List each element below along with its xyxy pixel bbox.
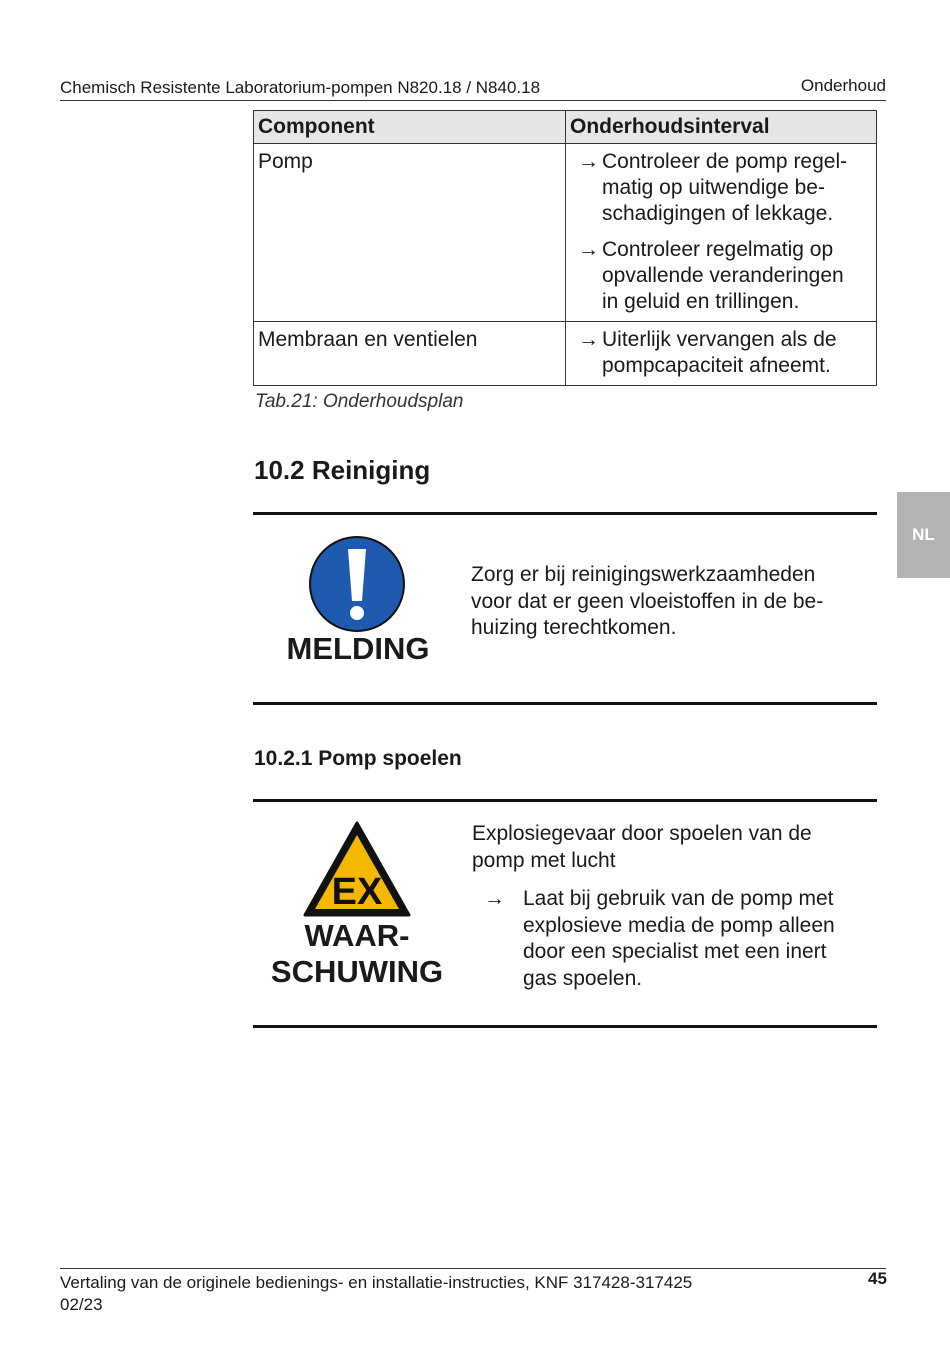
notice-line: voor dat er geen vloeistoffen in de be- <box>471 589 824 613</box>
notice-line: huizing terechtkomen. <box>471 616 677 639</box>
warning-step-line: Laat bij gebruik van de pomp met <box>523 887 834 910</box>
cell-component: Membraan en ventielen <box>254 322 566 386</box>
cell-component: Pomp <box>254 144 566 322</box>
table-row <box>254 144 877 322</box>
warning-step-line: gas spoelen. <box>523 966 643 990</box>
item-line: schadigingen of lekkage. <box>602 202 834 225</box>
warning-intro <box>472 821 812 874</box>
warning-top-rule <box>253 799 877 802</box>
item-line: Controleer de pomp regel- <box>602 150 848 173</box>
page-number: 45 <box>868 1269 887 1288</box>
footer-text <box>60 1272 692 1316</box>
notice-bottom-rule <box>253 702 877 705</box>
section-heading: 10.2 Reiniging <box>254 455 431 485</box>
item-line: Uiterlijk vervangen als de <box>602 328 837 351</box>
warning-step-line: door een specialist met een inert <box>523 940 827 963</box>
list-item <box>570 149 872 227</box>
table-row <box>254 322 877 386</box>
cell-interval <box>566 322 877 386</box>
header-section: Onderhoud <box>800 76 886 95</box>
footer-line: Vertaling van de originele bedienings- en installatie-instructies, KNF 317428-317425 <box>60 1273 693 1292</box>
notice-top-rule <box>253 512 877 515</box>
warning-intro-line: Explosiegevaar door spoelen van de <box>472 822 812 845</box>
item-line: matig op uitwendige be- <box>602 176 825 199</box>
table-caption: Tab.21: Onderhoudsplan <box>255 391 464 412</box>
notice-line: Zorg er bij reinigingswerkzaamheden <box>471 563 816 586</box>
cell-interval <box>566 144 877 322</box>
notice-text <box>471 562 823 642</box>
column-header-interval: Onderhoudsinterval <box>566 111 877 144</box>
warning-label-line: SCHUWING <box>270 954 444 989</box>
item-line: in geluid en trillingen. <box>602 290 800 313</box>
subsection-heading: 10.2.1 Pomp spoelen <box>254 747 462 770</box>
language-tab-label: NL <box>912 525 935 544</box>
warning-intro-line: pomp met lucht <box>472 848 616 872</box>
footer-divider <box>60 1268 886 1269</box>
arrow-icon: → <box>484 887 505 910</box>
list-item <box>570 327 872 379</box>
header-divider <box>60 100 886 101</box>
arrow-icon: → <box>578 150 599 173</box>
explosion-warning-icon <box>302 820 412 923</box>
warning-bottom-rule <box>253 1025 877 1028</box>
warning-label-line: WAAR- <box>304 918 410 953</box>
list-item <box>570 237 872 315</box>
arrow-icon: → <box>578 238 599 261</box>
warning-step <box>484 886 835 992</box>
warning-step-line: explosieve media de pomp alleen <box>523 913 835 937</box>
item-line: pompcapaciteit afneemt. <box>602 354 831 377</box>
warning-label <box>252 918 462 990</box>
notice-label: MELDING <box>286 631 430 666</box>
item-line: Controleer regelmatig op <box>602 238 834 261</box>
notice-icon <box>308 535 406 638</box>
table-header-row <box>254 111 877 144</box>
item-line: opvallende veranderingen <box>602 264 844 287</box>
ex-symbol-text: EX <box>331 871 383 913</box>
maintenance-table <box>253 110 877 386</box>
arrow-icon: → <box>578 328 599 351</box>
column-header-component: Component <box>254 111 566 144</box>
footer-date: 02/23 <box>60 1295 103 1314</box>
language-tab <box>897 492 950 578</box>
header-title: Chemisch Resistente Laboratorium-pompen N820.18 / N840.18 <box>60 78 541 97</box>
